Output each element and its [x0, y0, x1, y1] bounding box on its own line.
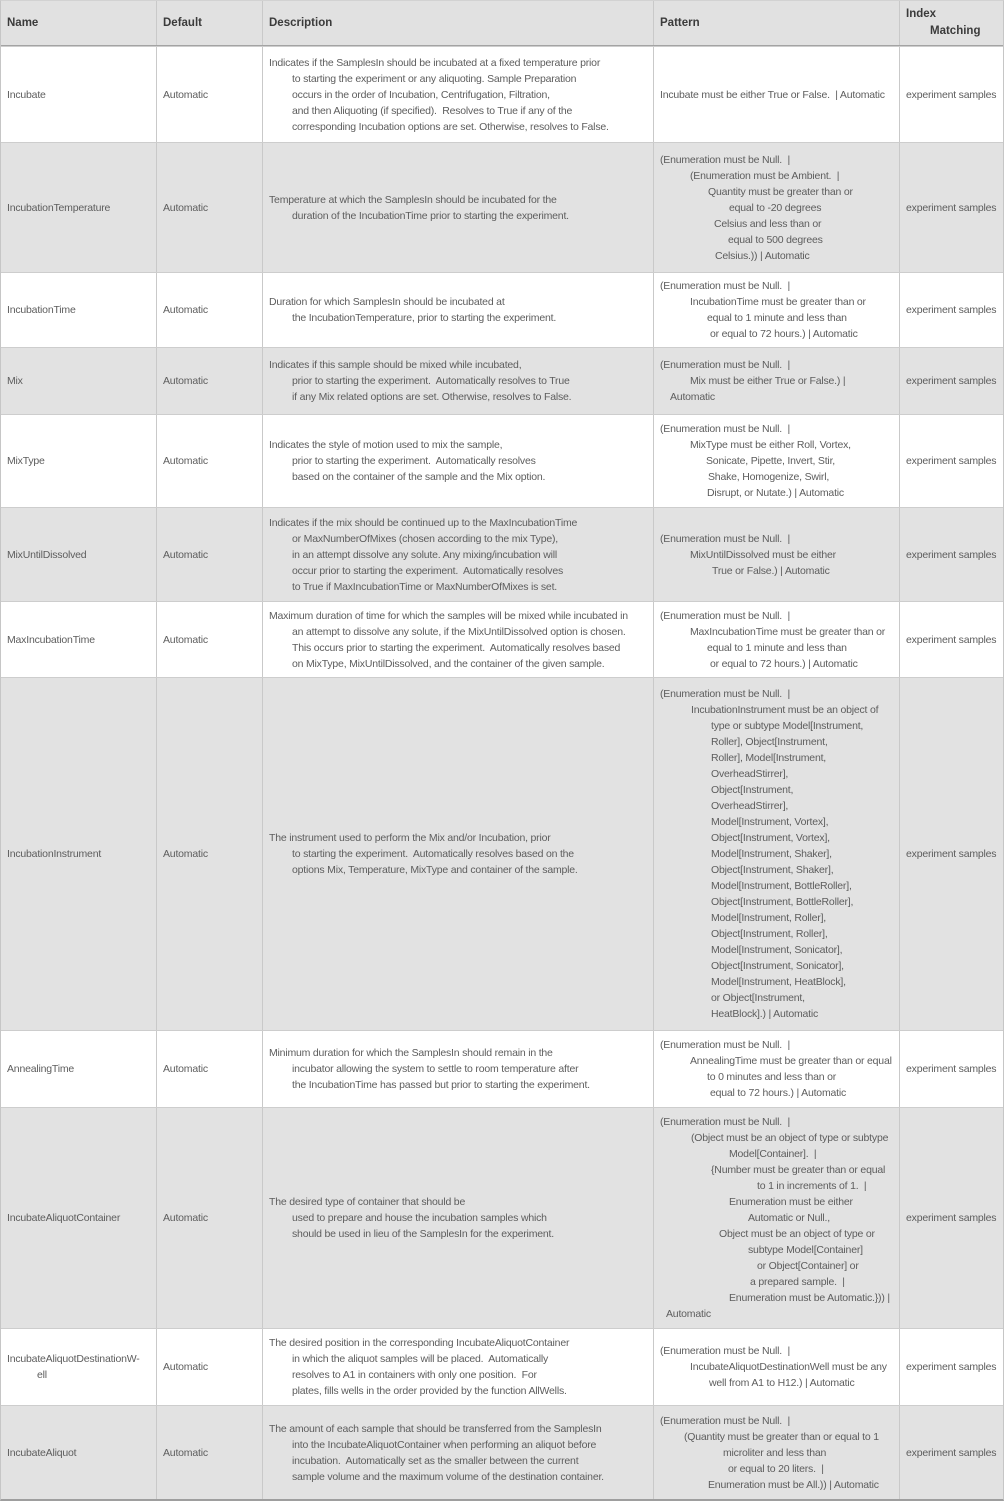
cell-name — [1, 678, 156, 1030]
text-line: Celsius and less than or — [714, 217, 822, 230]
text-line: (Enumeration must be Ambient. | — [690, 169, 840, 182]
text-line: Object[Instrument, — [711, 784, 794, 796]
text-line: MixUntilDissolved must be either — [690, 548, 836, 561]
cell-index-matching — [899, 1031, 1004, 1107]
column-header-description — [262, 1, 653, 45]
text-line: equal to 1 minute and less than — [707, 641, 847, 654]
text-line: to True if MaxIncubationTime or MaxNumberOfMixes is set. — [292, 580, 557, 593]
table-row — [1, 272, 1003, 347]
cell-default — [156, 348, 262, 414]
text-line: Quantity must be greater than or — [708, 185, 853, 198]
cell-default — [156, 602, 262, 677]
cell-pattern — [653, 678, 899, 1030]
text-line: (Enumeration must be Null. | — [660, 532, 790, 545]
text-line: experiment samples — [906, 633, 997, 646]
cell-description — [262, 348, 653, 414]
text-line: The desired type of container that should be — [269, 1196, 466, 1208]
text-line: equal to -20 degrees — [729, 201, 822, 214]
text-line: Object must be an object of type or — [719, 1228, 875, 1240]
table-row — [1, 507, 1003, 601]
text-line: The instrument used to perform the Mix and/or Incubation, prior — [269, 832, 551, 844]
cell-default — [156, 1406, 262, 1499]
table-row — [1, 677, 1003, 1030]
text-line: Automatic — [163, 1212, 208, 1224]
table-row — [1, 1107, 1003, 1328]
text-line: to starting the experiment or any aliquoting. Sample Preparation — [292, 72, 577, 85]
cell-index-matching — [899, 1329, 1004, 1405]
text-line: Enumeration must be Automatic.})) | — [729, 1292, 890, 1304]
column-header-pattern — [653, 1, 899, 45]
text-line: or equal to 20 liters. | — [728, 1462, 824, 1475]
text-line: Automatic — [163, 201, 208, 214]
text-line: experiment samples — [906, 548, 997, 561]
text-line: Model[Instrument, BottleRoller], — [711, 880, 852, 892]
text-line: if any Mix related options are set. Otherwise, resolves to False. — [292, 391, 572, 403]
cell-name — [1, 348, 156, 414]
text-line: Object[Instrument, Sonicator], — [711, 960, 844, 972]
table-row — [1, 46, 1003, 142]
cell-description — [262, 415, 653, 507]
text-line: Automatic — [163, 375, 208, 387]
cell-default — [156, 47, 262, 142]
text-line: Model[Instrument, Roller], — [711, 912, 827, 924]
text-line: well from A1 to H12.) | Automatic — [709, 1377, 855, 1389]
text-line: Minimum duration for which the SamplesIn should remain in the — [269, 1047, 553, 1059]
cell-name — [1, 602, 156, 677]
text-line: Automatic — [666, 1308, 711, 1320]
text-line: Automatic — [163, 848, 208, 860]
text-line: AnnealingTime must be greater than or equal — [690, 1055, 892, 1067]
text-line: microliter and less than — [723, 1446, 827, 1459]
cell-name — [1, 1406, 156, 1499]
text-line: experiment samples — [906, 201, 997, 214]
text-line: the IncubationTemperature, prior to starting the experiment. — [292, 312, 557, 324]
cell-name — [1, 508, 156, 601]
text-line: resolves to A1 in containers with only one position. For — [292, 1369, 537, 1381]
text-line: Default — [163, 16, 202, 29]
cell-index-matching — [899, 678, 1004, 1030]
cell-default — [156, 273, 262, 347]
column-header-index_matching — [899, 1, 1004, 45]
text-line: equal to 72 hours.) | Automatic — [710, 1087, 847, 1099]
text-line: to starting the experiment. Automatically resolves based on the — [292, 848, 574, 860]
cell-description — [262, 678, 653, 1030]
text-line: The amount of each sample that should be transferred from the SamplesIn — [269, 1422, 602, 1435]
text-line: (Quantity must be greater than or equal to 1 — [684, 1430, 879, 1443]
text-line: used to prepare and house the incubation samples which — [292, 1212, 547, 1224]
text-line: Enumeration must be either — [729, 1196, 853, 1208]
text-line: Model[Instrument, HeatBlock], — [711, 976, 846, 988]
text-line: MixType must be either Roll, Vortex, — [690, 439, 851, 451]
text-line: Matching — [930, 25, 981, 37]
text-line: IncubateAliquotDestinationWell must be any — [690, 1361, 887, 1373]
text-line: experiment samples — [906, 375, 997, 387]
text-line: Description — [269, 16, 333, 29]
text-line: Model[Instrument, Sonicator], — [711, 944, 843, 956]
text-line: duration of the IncubationTime prior to starting the experiment. — [292, 209, 569, 222]
text-line: experiment samples — [906, 848, 997, 860]
text-line: (Object must be an object of type or subtype — [691, 1132, 889, 1144]
cell-pattern — [653, 1329, 899, 1405]
text-line: HeatBlock].) | Automatic — [711, 1008, 819, 1020]
text-line: a prepared sample. | — [750, 1276, 845, 1288]
text-line: Automatic — [163, 1063, 208, 1075]
text-line: MaxIncubationTime must be greater than or — [690, 625, 886, 638]
column-header-default — [156, 1, 262, 45]
text-line: in an attempt dissolve any solute. Any mixing/incubation will — [292, 548, 558, 561]
text-line: Celsius.)) | Automatic — [715, 249, 810, 262]
text-line: MixUntilDissolved — [7, 548, 87, 561]
cell-pattern — [653, 348, 899, 414]
text-line: Duration for which SamplesIn should be incubated at — [269, 296, 505, 308]
text-line: or MaxNumberOfMixes (chosen according to the mix Type), — [292, 532, 558, 545]
cell-name — [1, 1031, 156, 1107]
text-line: in which the aliquot samples will be placed. Automatically — [292, 1353, 549, 1365]
cell-pattern — [653, 415, 899, 507]
table-header-row — [1, 1, 1003, 46]
text-line: AnnealingTime — [7, 1063, 75, 1075]
text-line: experiment samples — [906, 88, 997, 101]
table-row — [1, 347, 1003, 414]
text-line: IncubateAliquotDestinationW- — [7, 1353, 140, 1365]
cell-default — [156, 143, 262, 272]
cell-index-matching — [899, 602, 1004, 677]
text-line: Automatic — [163, 1446, 208, 1459]
text-line: MaxIncubationTime — [7, 633, 95, 646]
text-line: ell — [37, 1369, 47, 1381]
text-line: Mix — [7, 375, 23, 387]
text-line: type or subtype Model[Instrument, — [711, 720, 864, 732]
text-line: experiment samples — [906, 1446, 997, 1459]
cell-index-matching — [899, 415, 1004, 507]
text-line: Model[Instrument, Vortex], — [711, 816, 829, 828]
text-line: Automatic — [163, 304, 208, 316]
text-line: to 1 in increments of 1. | — [757, 1180, 867, 1192]
cell-pattern — [653, 273, 899, 347]
cell-pattern — [653, 1406, 899, 1499]
text-line: or equal to 72 hours.) | Automatic — [710, 657, 858, 670]
text-line: incubator allowing the system to settle to room temperature after — [292, 1063, 579, 1075]
text-line: IncubationInstrument must be an object of — [691, 704, 879, 716]
text-line: IncubateAliquot — [7, 1446, 77, 1459]
text-line: or Object[Instrument, — [711, 992, 805, 1004]
text-line: Automatic — [163, 633, 208, 646]
table-row — [1, 601, 1003, 677]
table-row — [1, 1328, 1003, 1405]
text-line: (Enumeration must be Null. | — [660, 423, 790, 435]
text-line: Shake, Homogenize, Swirl, — [708, 471, 830, 483]
text-line: Automatic — [163, 1361, 208, 1373]
text-line: (Enumeration must be Null. | — [660, 153, 790, 166]
cell-description — [262, 602, 653, 677]
text-line: occurs in the order of Incubation, Centrifugation, Filtration, — [292, 88, 550, 101]
text-line: Pattern — [660, 16, 700, 29]
text-line: IncubationTime must be greater than or — [690, 296, 866, 308]
text-line: the IncubationTime has passed but prior to starting the experiment. — [292, 1079, 590, 1091]
table-row — [1, 1405, 1003, 1499]
text-line: This occurs prior to starting the experiment. Automatically resolves based — [292, 641, 621, 654]
cell-index-matching — [899, 1108, 1004, 1328]
text-line: Sonicate, Pipette, Invert, Stir, — [706, 455, 836, 467]
cell-pattern — [653, 1031, 899, 1107]
cell-description — [262, 47, 653, 142]
text-line: (Enumeration must be Null. | — [660, 688, 790, 700]
text-line: options Mix, Temperature, MixType and container of the sample. — [292, 864, 578, 876]
text-line: Object[Instrument, Roller], — [711, 928, 828, 940]
text-line: prior to starting the experiment. Automatically resolves — [292, 455, 536, 467]
text-line: Index — [906, 8, 937, 20]
cell-default — [156, 1329, 262, 1405]
text-line: Maximum duration of time for which the samples will be mixed while incubated in — [269, 609, 628, 622]
text-line: IncubateAliquotContainer — [7, 1212, 121, 1224]
cell-default — [156, 1031, 262, 1107]
text-line: Model[Container]. | — [729, 1148, 817, 1160]
text-line: an attempt to dissolve any solute, if the MixUntilDissolved option is chosen. — [292, 625, 626, 638]
cell-description — [262, 143, 653, 272]
text-line: and then Aliquoting (if specified). Resolves to True if any of the — [292, 104, 573, 117]
text-line: prior to starting the experiment. Automatically resolves to True — [292, 375, 570, 387]
text-line: Object[Instrument, Vortex], — [711, 832, 830, 844]
cell-index-matching — [899, 508, 1004, 601]
table-row — [1, 414, 1003, 507]
text-line: Indicates if the mix should be continued up to the MaxIncubationTime — [269, 516, 578, 529]
text-line: (Enumeration must be Null. | — [660, 359, 790, 371]
text-line: {Number must be greater than or equal — [711, 1164, 886, 1176]
text-line: Automatic — [163, 88, 208, 101]
text-line: equal to 1 minute and less than — [707, 312, 847, 324]
cell-pattern — [653, 143, 899, 272]
table-row — [1, 142, 1003, 272]
column-header-name — [1, 1, 156, 45]
text-line: IncubationInstrument — [7, 848, 102, 860]
text-line: or Object[Container] or — [757, 1260, 859, 1272]
text-line: (Enumeration must be Null. | — [660, 280, 790, 292]
cell-pattern — [653, 602, 899, 677]
text-line: Automatic — [163, 455, 208, 467]
text-line: occur prior to starting the experiment. Automatically resolves — [292, 564, 564, 577]
cell-index-matching — [899, 143, 1004, 272]
text-line: into the IncubateAliquotContainer when performing an aliquot before — [292, 1438, 597, 1451]
text-line: Roller], Model[Instrument, — [711, 752, 827, 764]
text-line: Enumeration must be All.)) | Automatic — [708, 1478, 879, 1491]
text-line: equal to 500 degrees — [728, 233, 823, 246]
text-line: Roller], Object[Instrument, — [711, 736, 828, 748]
cell-name — [1, 143, 156, 272]
text-line: experiment samples — [906, 1361, 997, 1373]
cell-description — [262, 508, 653, 601]
text-line: experiment samples — [906, 304, 997, 316]
cell-description — [262, 1031, 653, 1107]
text-line: (Enumeration must be Null. | — [660, 1116, 790, 1128]
cell-default — [156, 1108, 262, 1328]
text-line: Incubate — [7, 88, 46, 101]
text-line: Mix must be either True or False.) | — [690, 375, 846, 387]
cell-default — [156, 508, 262, 601]
text-line: (Enumeration must be Null. | — [660, 609, 790, 622]
text-line: MixType — [7, 455, 45, 467]
text-line: OverheadStirrer], — [711, 800, 789, 812]
cell-default — [156, 678, 262, 1030]
cell-name — [1, 1108, 156, 1328]
text-line: to 0 minutes and less than or — [707, 1071, 837, 1083]
text-line: IncubationTemperature — [7, 201, 111, 214]
text-line: Object[Instrument, Shaker], — [711, 864, 834, 876]
text-line: Indicates if this sample should be mixed while incubated, — [269, 359, 522, 371]
text-line: experiment samples — [906, 1063, 997, 1075]
cell-pattern — [653, 1108, 899, 1328]
table-row — [1, 1030, 1003, 1107]
cell-description — [262, 273, 653, 347]
text-line: OverheadStirrer], — [711, 768, 789, 780]
text-line: plates, fills wells in the order provided by the function AllWells. — [292, 1385, 567, 1397]
cell-index-matching — [899, 47, 1004, 142]
cell-name — [1, 415, 156, 507]
text-line: sample volume and the maximum volume of the destination container. — [292, 1470, 604, 1483]
cell-index-matching — [899, 348, 1004, 414]
text-line: corresponding Incubation options are set. Otherwise, resolves to False. — [292, 120, 609, 133]
text-line: or equal to 72 hours.) | Automatic — [710, 328, 858, 340]
text-line: Automatic — [670, 391, 715, 403]
text-line: Model[Instrument, Shaker], — [711, 848, 832, 860]
text-line: (Enumeration must be Null. | — [660, 1345, 790, 1357]
cell-description — [262, 1108, 653, 1328]
text-line: (Enumeration must be Null. | — [660, 1414, 790, 1427]
text-line: Object[Instrument, BottleRoller], — [711, 896, 854, 908]
text-line: Name — [7, 16, 39, 29]
text-line: based on the container of the sample and the Mix option. — [292, 471, 546, 483]
text-line: should be used in lieu of the SamplesIn for the experiment. — [292, 1228, 554, 1240]
text-line: IncubationTime — [7, 304, 76, 316]
text-line: The desired position in the corresponding IncubateAliquotContainer — [269, 1337, 570, 1349]
text-line: Indicates if the SamplesIn should be incubated at a fixed temperature prior — [269, 56, 601, 69]
text-line: Incubate must be either True or False. | Automatic — [660, 88, 885, 101]
cell-description — [262, 1406, 653, 1499]
text-line: Indicates the style of motion used to mix the sample, — [269, 439, 503, 451]
text-line: experiment samples — [906, 455, 997, 467]
text-line: (Enumeration must be Null. | — [660, 1039, 790, 1051]
text-line: experiment samples — [906, 1212, 997, 1224]
cell-name — [1, 273, 156, 347]
cell-index-matching — [899, 273, 1004, 347]
text-line: incubation. Automatically set as the smaller between the current — [292, 1454, 579, 1467]
cell-name — [1, 47, 156, 142]
cell-pattern — [653, 47, 899, 142]
text-line: Automatic or Null., — [748, 1212, 830, 1224]
text-line: Disrupt, or Nutate.) | Automatic — [707, 487, 844, 499]
cell-name — [1, 1329, 156, 1405]
cell-pattern — [653, 508, 899, 601]
text-line: on MixType, MixUntilDissolved, and the container of the given sample. — [292, 657, 605, 670]
cell-index-matching — [899, 1406, 1004, 1499]
text-line: Automatic — [163, 548, 208, 561]
cell-default — [156, 415, 262, 507]
text-line: Temperature at which the SamplesIn should be incubated for the — [269, 193, 557, 206]
text-line: True or False.) | Automatic — [712, 564, 830, 577]
cell-description — [262, 1329, 653, 1405]
text-line: subtype Model[Container] — [748, 1244, 863, 1256]
